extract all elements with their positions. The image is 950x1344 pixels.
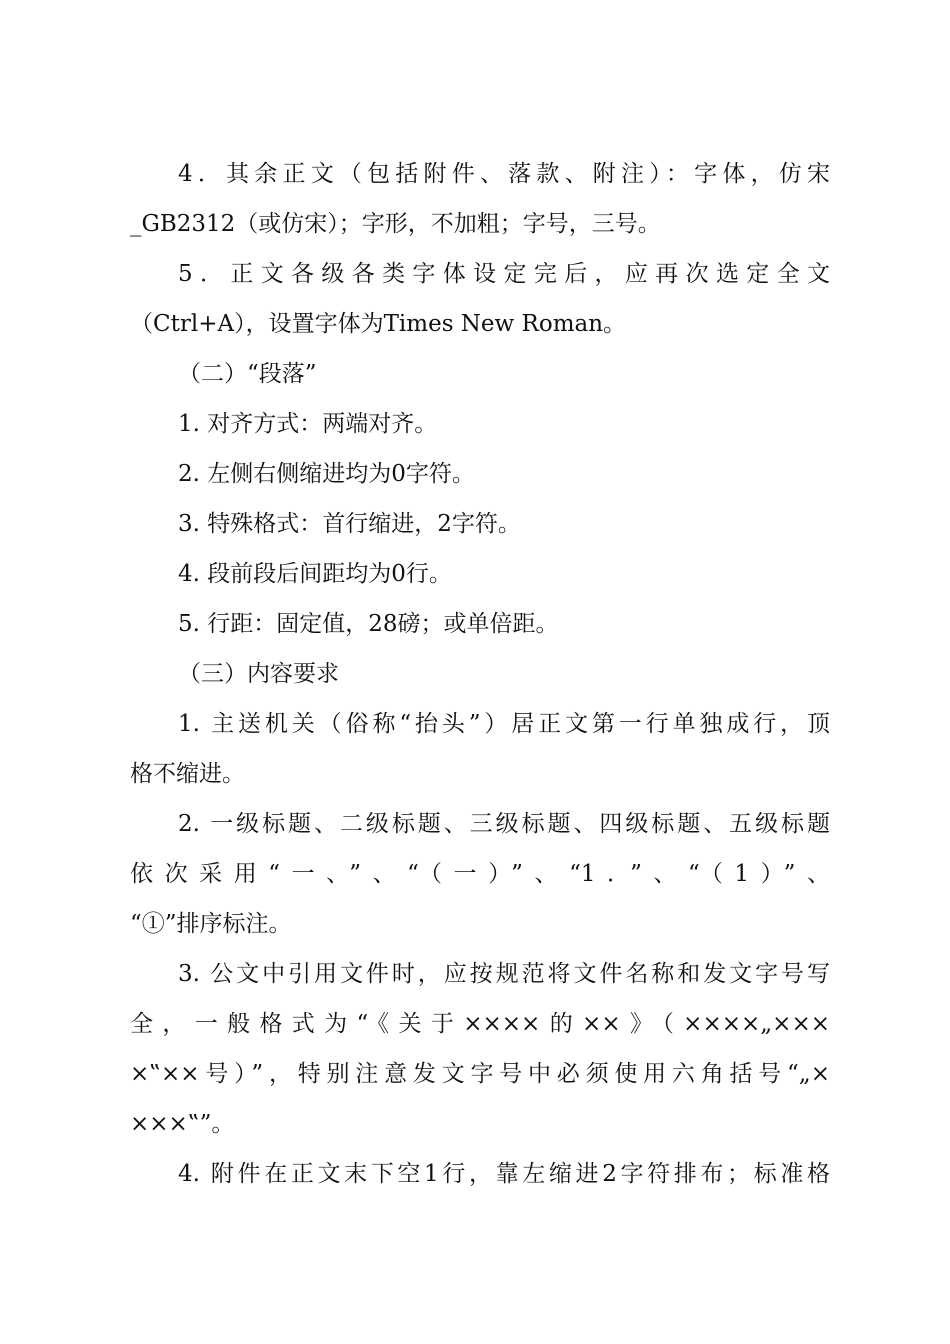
paragraph-line: 2. 一级标题、二级标题、三级标题、四级标题、五级标题 — [178, 811, 830, 837]
paragraph-line: ×‟××号）”，特别注意发文字号中必须使用六角括号“„× — [130, 1061, 830, 1087]
paragraph-line: 依次采用“一、”、“（一）”、“1．”、“（1）”、 — [130, 861, 830, 887]
paragraph-line: 4. 段前段后间距均为0行。 — [178, 561, 452, 587]
paragraph-line: 2. 左侧右侧缩进均为0字符。 — [178, 461, 475, 487]
section-heading: （二）“段落” — [178, 361, 317, 387]
paragraph-line: ×××‟”。 — [130, 1111, 235, 1137]
paragraph-line: 5. 行距：固定值，28磅；或单倍距。 — [178, 611, 559, 637]
paragraph-line: _GB2312（或仿宋）；字形，不加粗；字号，三号。 — [130, 211, 661, 237]
paragraph-line: 3. 特殊格式：首行缩进，2字符。 — [178, 511, 521, 537]
paragraph-line: 1. 主送机关（俗称“抬头”）居正文第一行单独成行，顶 — [178, 711, 830, 737]
section-heading: （三）内容要求 — [178, 661, 339, 687]
paragraph-line: 5．正文各级各类字体设定完后，应再次选定全文 — [178, 261, 830, 287]
paragraph-line: 格不缩进。 — [130, 761, 245, 787]
paragraph-line: （Ctrl+A），设置字体为Times New Roman。 — [130, 311, 627, 337]
paragraph-line: 3. 公文中引用文件时，应按规范将文件名称和发文字号写 — [178, 961, 830, 987]
paragraph-line: 4．其余正文（包括附件、落款、附注）：字体，仿宋 — [178, 161, 830, 187]
paragraph-line: 全，一般格式为“《关于××××的××》（××××„××× — [130, 1011, 830, 1037]
paragraph-line: 4. 附件在正文末下空1行，靠左缩进2字符排布；标准格 — [178, 1161, 830, 1187]
paragraph-line: “①”排序标注。 — [130, 911, 292, 937]
paragraph-line: 1. 对齐方式：两端对齐。 — [178, 411, 438, 437]
